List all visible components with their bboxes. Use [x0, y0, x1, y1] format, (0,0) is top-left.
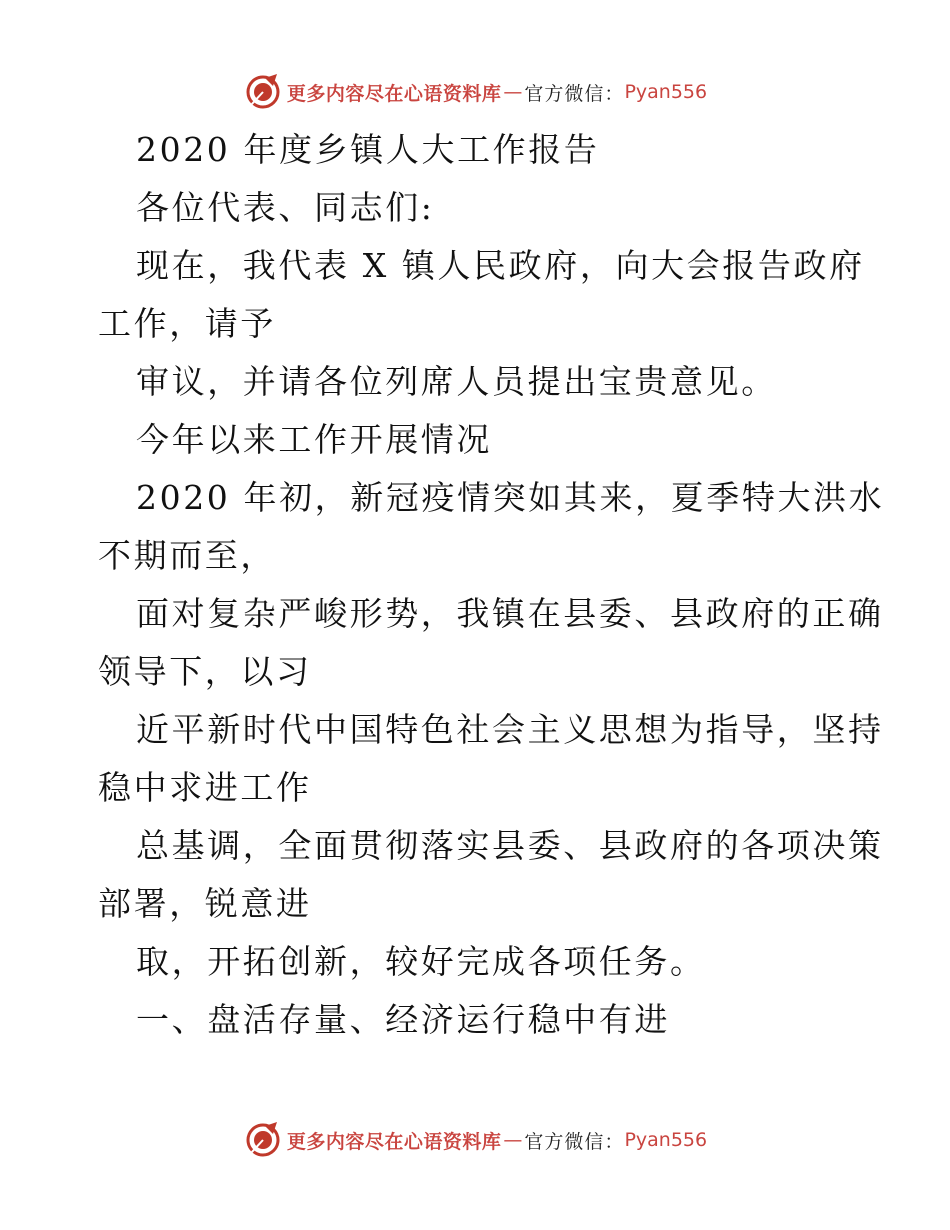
watermark-separator: —	[503, 1129, 523, 1151]
paragraph-line: 领导下，以习	[98, 652, 312, 691]
section-heading: 一、盘活存量、经济运行稳中有进	[136, 1000, 670, 1039]
salutation: 各位代表、同志们:	[136, 188, 435, 227]
document-title: 2020 年度乡镇人大工作报告	[136, 130, 600, 169]
paragraph-line: 取，开拓创新，较好完成各项任务。	[136, 942, 706, 981]
watermark-wechat-label: 官方微信：	[524, 1130, 625, 1153]
footer-watermark	[0, 1118, 950, 1162]
paragraph-line: 工作，请予	[98, 304, 276, 343]
paragraph-line: 总基调，全面贯彻落实县委、县政府的各项决策	[136, 826, 884, 865]
header-watermark	[0, 70, 950, 114]
paragraph-line: 稳中求进工作	[98, 768, 312, 807]
document-body	[98, 121, 885, 1049]
watermark-wechat-label: 官方微信：	[524, 82, 625, 105]
pen-logo-icon	[243, 72, 283, 112]
paragraph-line: 近平新时代中国特色社会主义思想为指导，坚持	[136, 710, 884, 749]
watermark-account: Pyan556	[624, 1129, 708, 1151]
paragraph-line: 部署，锐意进	[98, 884, 312, 923]
watermark-site-text: 更多内容尽在心语资料库	[286, 82, 502, 105]
paragraph-line: 审议，并请各位列席人员提出宝贵意见。	[136, 362, 777, 401]
paragraph-line: 2020 年初，新冠疫情突如其来，夏季特大洪水	[136, 478, 885, 517]
paragraph-line: 现在，我代表 X 镇人民政府，向大会报告政府	[136, 246, 865, 285]
watermark-site-text: 更多内容尽在心语资料库	[286, 1130, 502, 1153]
section-heading: 今年以来工作开展情况	[136, 420, 492, 459]
watermark-account: Pyan556	[624, 81, 708, 103]
paragraph-line: 面对复杂严峻形势，我镇在县委、县政府的正确	[136, 594, 884, 633]
watermark-separator: —	[503, 81, 523, 103]
pen-logo-icon	[243, 1120, 283, 1160]
paragraph-line: 不期而至，	[98, 536, 276, 575]
